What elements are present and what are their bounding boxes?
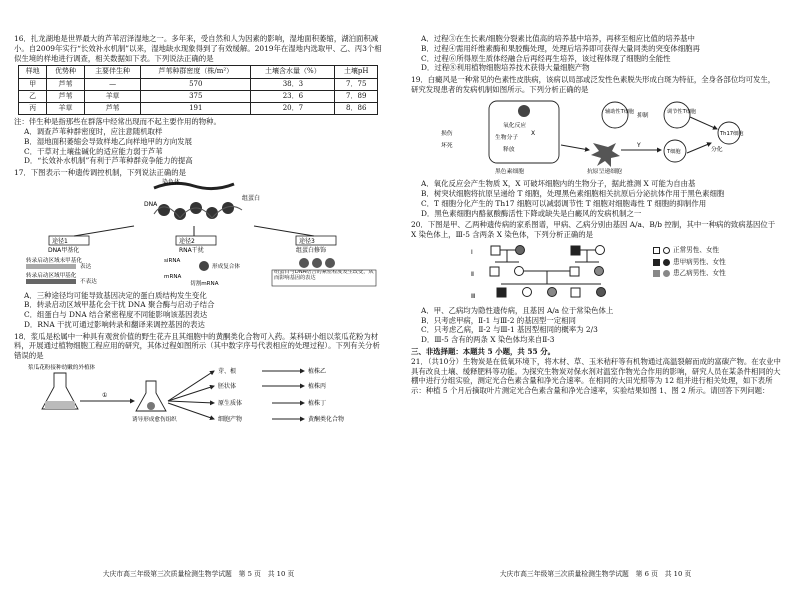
pedigree-legend <box>653 246 726 281</box>
histone-label: 组蛋白 <box>242 194 261 202</box>
result-1: 植株乙 <box>308 367 327 375</box>
question-17 <box>14 168 387 330</box>
arrow-label-2: 胚状体 <box>218 382 237 390</box>
pedigree-chart <box>471 242 641 304</box>
legend-normal: 正常男性、女性 <box>653 246 726 255</box>
q17-stem: 17．下图表示一种遗传调控机制，下列说法正确的是 <box>14 168 187 178</box>
promoter-label: 转录启动区域未甲基化 <box>26 257 82 264</box>
arrow-label-4: 细胞产物 <box>218 415 243 423</box>
table-cell: 7．89 <box>335 90 378 102</box>
question-18 <box>14 332 387 434</box>
treg-label: 调节性T细胞 <box>667 108 697 115</box>
q16-table <box>18 65 378 115</box>
q20-option-d: D．Ⅲ-5 含有的两条 X 染色体均来自Ⅱ-3 <box>421 335 555 345</box>
table-header: 土壤pH <box>335 66 378 78</box>
q19-stem: 19．白癜风是一种常见的色素性皮肤病，该病以局部或泛发性色素脱失形成白斑为特征，全身各部位均可发生，研究发现患者的发病机制如图所示。下列分析正确的是 <box>411 75 776 94</box>
q16-option-c: C．干草对土壤盐碱化的适应能力弱于芦苇 <box>24 146 163 156</box>
table-cell: 8．86 <box>335 103 378 115</box>
y-label: Y <box>637 141 641 149</box>
flask1-label: 浆瓜花粉接种幼嫩的外植体 <box>28 364 96 371</box>
q17-option-c: C．组蛋白与 DNA 结合紧密程度不同能影响该基因表达 <box>24 310 208 320</box>
question-18-options <box>411 34 782 73</box>
damage-label: 损伤 <box>441 130 453 137</box>
differentiate-label: 分化 <box>711 146 723 153</box>
q17-option-d: D．RNA 干扰可通过影响转录和翻译来调控基因的表达 <box>24 319 205 329</box>
table-cell: 甲 <box>19 78 47 90</box>
x-label: X <box>531 129 536 137</box>
methylated-label: 转录启动区域甲基化 <box>26 272 77 279</box>
q16-stem: 16．扎龙湖地是世界最大的芦苇沼泽湿地之一。多年来，受自然和人为因素的影响，湿地面积萎缩，湖泊面积减小。自2009年实行“长效补水机制”以来，湿地缺水现象得到了有效缓解。2019年在湿地内选取甲、乙、丙3个相似生境的样地进行调查，相关数据如下表。下列说法正确的是 <box>14 34 382 63</box>
cut-label: 切割mRNA <box>190 280 219 287</box>
q20-option-c: C．只考虑乙病，Ⅱ-2 与Ⅲ-1 基因型相同的概率为 2/3 <box>421 325 598 335</box>
melanocyte-label: 黑色素细胞 <box>495 168 524 175</box>
q16-option-b: B．湿地面积萎缩会导致样地乙向样地甲的方向发展 <box>24 136 193 146</box>
mrna-label: mRNA <box>164 273 182 280</box>
vitiligo-mechanism-diagram <box>411 95 781 177</box>
q19-option-b: B．树突状细胞将抗原呈递给 T 细胞，处理黑色素细胞相关抗原后分泌抗体作用于黑色素细胞 <box>421 189 725 199</box>
question-20 <box>411 220 782 345</box>
release-label: 释放 <box>503 146 515 153</box>
q17-option-a: A．三种途径均可能导致基因决定的蛋白质结构发生变化 <box>24 290 207 300</box>
question-19 <box>411 75 782 218</box>
table-cell: 羊草 <box>84 90 140 102</box>
table-row <box>19 90 378 102</box>
express-label: 表达 <box>80 263 92 270</box>
table-cell: 芦苇 <box>47 90 85 102</box>
path2b-label: RNA干扰 <box>179 246 204 254</box>
path2-label: 途径2 <box>179 237 195 245</box>
table-cell: 191 <box>141 103 251 115</box>
table-cell: 38．3 <box>251 78 335 90</box>
q20-option-b: B．只考虑甲病，Ⅱ-1 与Ⅲ-2 的基因型一定相同 <box>421 315 576 325</box>
q18-option-d: D．过程⑧利用植物细胞培养技术获得大量细胞产物 <box>421 63 590 73</box>
right-page <box>397 0 794 603</box>
q16-note: 注：伴生种是指那些在群落中经常出现而不起主要作用的物种。 <box>14 117 221 127</box>
table-cell: 芦苇 <box>84 103 140 115</box>
left-footer: 大庆市高三年级第三次质量检测生物学试题 第 5 页 共 10 页 <box>102 570 295 579</box>
table-cell: 羊草 <box>47 103 85 115</box>
table-cell: 丙 <box>19 103 47 115</box>
table-cell: 23．6 <box>251 90 335 102</box>
table-header: 芦苇种群密度（株/m²） <box>141 66 251 78</box>
q16-option-a: A．调查芦苇种群密度时，应注意随机取样 <box>24 127 163 136</box>
table-cell: 375 <box>141 90 251 102</box>
q20-stem: 20．下图是甲、乙两种遗传病的家系图谱，甲病、乙病分别由基因 A/a、B/b 控制，其中一种病的致病基因位于 X 染色体上，Ⅲ-5 含两条 X 染色体，下列分析正确的是 <box>411 220 776 240</box>
table-header: 主要伴生种 <box>84 66 140 78</box>
apc-label: 抗原呈递细胞 <box>587 168 622 175</box>
table-row <box>19 78 378 90</box>
th17-label: Th17细胞 <box>720 130 744 137</box>
complex-label: 形成复合体 <box>212 263 240 270</box>
legend-disease-a: 患甲病男性、女性 <box>653 258 726 267</box>
dna-label: DNA <box>144 200 158 208</box>
plant-tissue-culture-diagram <box>14 361 384 431</box>
necrosis-label: 坏死 <box>441 142 453 149</box>
question-16 <box>14 34 387 166</box>
q16-option-d: D．“长效补水机制”有利于芦苇种群竞争能力的提高 <box>24 156 193 166</box>
result-2: 植株丙 <box>308 382 327 390</box>
q19-option-a: A．氧化反应会产生物质 X，X 可破坏细胞内的生物分子，据此推测 X 可能为自由基 <box>421 179 696 189</box>
q17-option-b: B．转录启动区域甲基化会干扰 DNA 聚合酶与启动子结合 <box>24 300 215 310</box>
gene-regulation-diagram <box>14 178 384 288</box>
q20-option-a: A．甲、乙病均为隐性遗传病，且基因 A/a 位于常染色体上 <box>421 305 614 315</box>
question-21: 21．（共10分）生物炭是在低氧环境下，将木材、草、玉米秸秆等有机物通过高温裂解而成的富碳产物。在农业中具有改良土壤、缓释肥料等功能。为探究生物炭对保水剂对温室作物光合作用的影响，研究人员在某条件相同的大棚中进行分组实验，测定光合色素含量和净光合速率。在相同的大田光照等为 12 组并进行相关处理，如下表所示：种植 5 个月后摘取叶片测定光合色素含量和净光合速率，实验结果如图 1、图 2 所示。请回答下列问题： <box>411 356 781 396</box>
section-3-heading: 三、非选择题：本题共 5 小题，共 55 分。 <box>411 347 555 357</box>
q18-stem: 18．浆瓜是松属中一种具有观赏价值的野生花卉且其细胞中的黄酮类化合物可入药。某科研小组以浆瓜花粉为材料，开展通过植物细胞工程应用的研究，其体过程如图所示（其中数字序号代表相应的处理过程）。下列有关分析错误的是 <box>14 331 380 361</box>
callus-label: 诱导形成愈伤组织 <box>132 416 177 423</box>
table-cell: 芦苇 <box>47 78 85 90</box>
inhibit-label: 抑制 <box>637 112 649 119</box>
chromosome-label: 染色体 <box>162 178 181 186</box>
apc-cell-shape <box>591 143 620 167</box>
table-header-row <box>19 66 378 78</box>
path3-note: 组蛋白与DNA结合的紧密程度发生改变，从而影响基因的表达 <box>274 269 374 281</box>
q18-option-a: A．过程③在生长素/细胞分裂素比值高的培养基中培养，再移至相应比值的培养基中 <box>421 34 695 43</box>
table-cell: 20．7 <box>251 103 335 115</box>
sirna-label: siRNA <box>164 257 181 264</box>
q18-option-c: C．过程⑥所得原生质体经融合后再经再生培养，该过程体现了细胞的全能性 <box>421 53 671 63</box>
table-row <box>19 103 378 115</box>
path1b-label: DNA甲基化 <box>48 246 80 254</box>
t-cell-label: T细胞 <box>667 148 681 155</box>
arrow-label-3: 原生质体 <box>218 399 243 407</box>
helper-t-cell-shape <box>602 102 628 128</box>
treg-cell-shape <box>664 102 690 128</box>
table-header: 样地 <box>19 66 47 78</box>
result-3: 植株丁 <box>308 399 327 407</box>
path3b-label: 组蛋白修饰 <box>296 246 327 254</box>
arrow-label-1: 芽、根 <box>218 367 237 375</box>
table-cell: 570 <box>141 78 251 90</box>
generation-III: Ⅲ <box>471 292 476 300</box>
table-cell: 7．75 <box>335 78 378 90</box>
table-header: 优势种 <box>47 66 85 78</box>
nucleosome-chain <box>154 202 242 220</box>
noexpress-label: 不表达 <box>80 278 97 285</box>
path3-label: 途径3 <box>299 237 315 245</box>
step1-label: ① <box>102 391 108 399</box>
q19-option-c: C．T 细胞分化产生的 Th17 细胞可以减弱调节性 T 细胞对细胞毒性 T 细胞的抑制作用 <box>421 198 707 208</box>
table-cell: — <box>84 78 140 90</box>
q18-option-b: B．过程④需用纤维素酶和果胶酶处理，处理后培养即可获得大量同类的突变体细胞再 <box>421 43 700 53</box>
generation-I: Ⅰ <box>471 248 473 256</box>
right-footer: 大庆市高三年级第三次质量检测生物学试题 第 6 页 共 10 页 <box>499 570 692 579</box>
oxidation-label: 氧化反应 <box>503 122 527 129</box>
generation-II: Ⅱ <box>471 270 474 278</box>
q19-option-d: D．黑色素细胞内酪氨酸酶活性下降或缺失是白癜风的发病机制之一 <box>421 208 642 218</box>
molecule-label: 生物分子 <box>495 134 519 141</box>
legend-disease-b: 患乙病男性、女性 <box>653 269 726 278</box>
table-cell: 乙 <box>19 90 47 102</box>
table-header: 土壤含水量（%） <box>251 66 335 78</box>
path1-label: 途径1 <box>52 237 68 245</box>
result-4: 黄酮类化合物 <box>308 415 345 423</box>
helper-t-label: 辅助性T细胞 <box>605 108 635 115</box>
